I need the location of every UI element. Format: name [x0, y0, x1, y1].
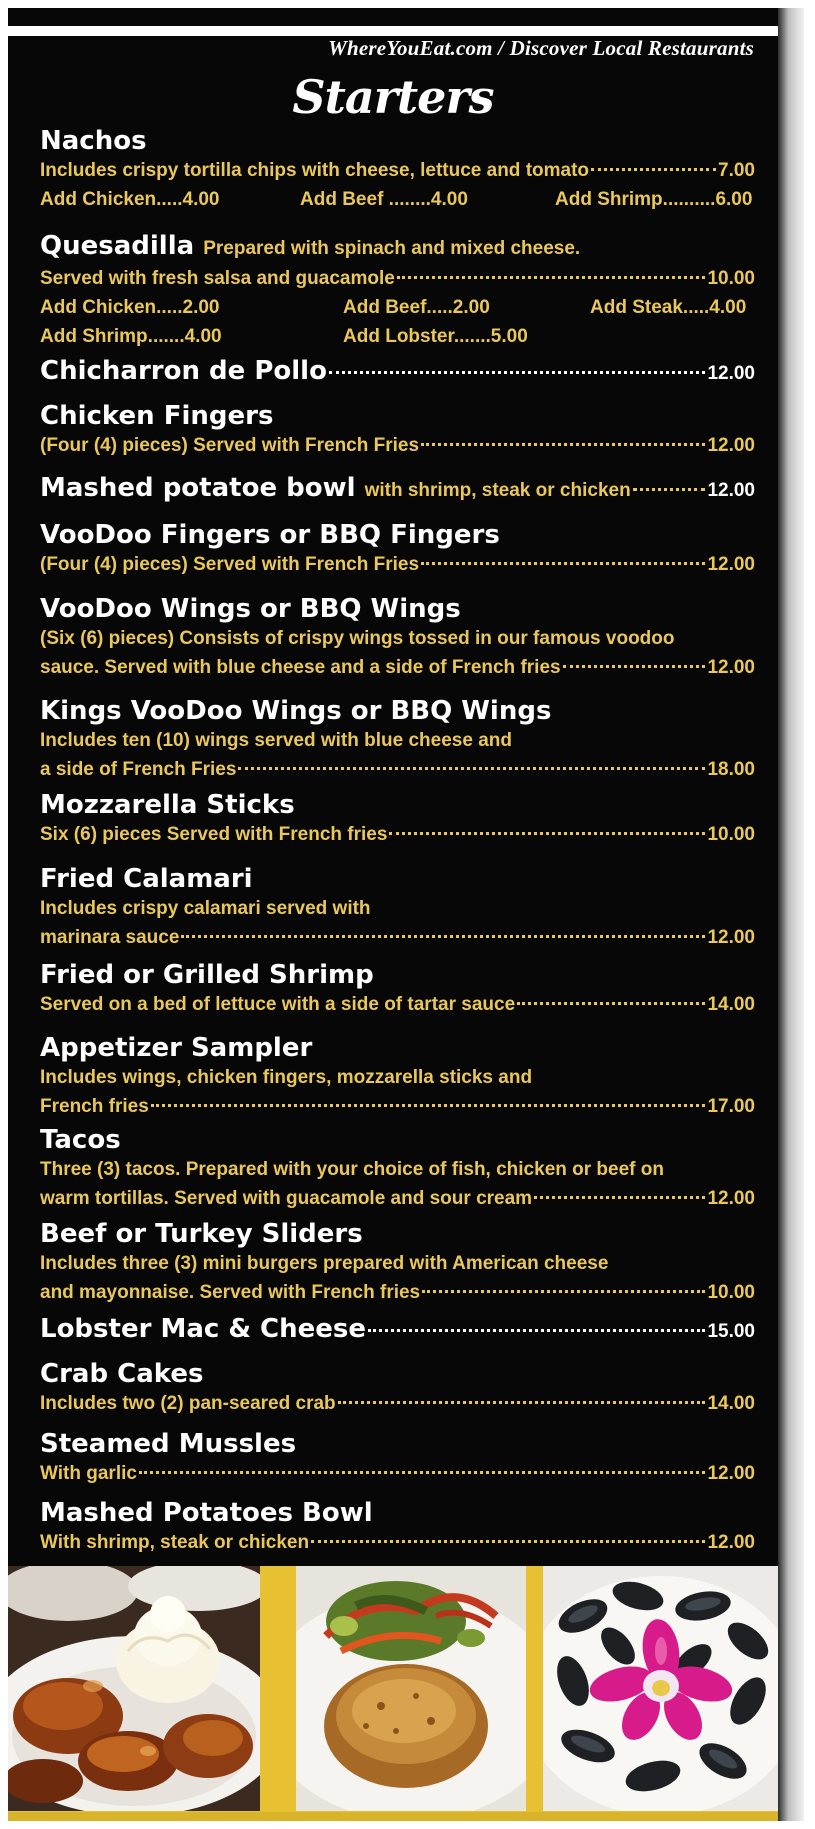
menu-item-chicken-fingers — [40, 401, 755, 460]
item-name: Appetizer Sampler — [40, 1033, 313, 1063]
item-desc: sauce. Served with blue cheese and a side of French fries — [40, 657, 561, 678]
addon-row — [40, 185, 755, 214]
item-desc-line — [40, 156, 755, 185]
item-desc-line — [40, 1528, 755, 1557]
addon: Add Beef ........4.00 — [300, 189, 468, 210]
item-desc: Includes ten (10) wings served with blue cheese and — [40, 730, 512, 751]
item-desc-line — [40, 550, 755, 579]
menu-item-nachos — [40, 126, 755, 214]
item-price: 18.00 — [707, 759, 755, 780]
item-desc-line — [40, 264, 755, 293]
addon: Add Lobster.......5.00 — [343, 326, 528, 347]
item-price: 12.00 — [707, 554, 755, 575]
item-desc: Three (3) tacos. Prepared with your choice of fish, chicken or beef on — [40, 1159, 664, 1180]
item-price: 12.00 — [707, 927, 755, 948]
menu-item-chicharron — [40, 356, 755, 389]
item-desc-line — [40, 820, 755, 849]
menu-page — [8, 8, 778, 1821]
item-name: Chicken Fingers — [40, 401, 274, 431]
item-desc: a side of French Fries — [40, 759, 237, 780]
menu-item-fried-shrimp — [40, 960, 755, 1019]
item-inline-desc: Prepared with spinach and mixed cheese. — [203, 238, 581, 259]
item-desc-line — [40, 1184, 755, 1213]
page-edge-shadow — [778, 8, 804, 1821]
item-name: Fried Calamari — [40, 864, 253, 894]
item-name: Nachos — [40, 126, 147, 156]
item-desc: Six (6) pieces Served with French fries — [40, 824, 388, 845]
menu-item-sliders — [40, 1219, 755, 1307]
item-price: 12.00 — [707, 363, 755, 384]
steamed-mussels-photo — [543, 1566, 778, 1811]
item-name: VooDoo Wings or BBQ Wings — [40, 594, 461, 624]
item-price: 14.00 — [707, 1393, 755, 1414]
item-desc-line — [40, 990, 755, 1019]
menu-item-voodoo-fingers — [40, 520, 755, 579]
item-desc: With shrimp, steak or chicken — [40, 1532, 310, 1553]
item-name: Chicharron de Pollo — [40, 356, 327, 386]
menu-item-tacos — [40, 1125, 755, 1213]
item-desc-line — [40, 923, 755, 952]
addon: Add Chicken.....2.00 — [40, 297, 220, 318]
addon: Add Shrimp..........6.00 — [555, 189, 753, 210]
item-desc: Includes wings, chicken fingers, mozzarella sticks and — [40, 1067, 533, 1088]
item-desc: French fries — [40, 1096, 149, 1117]
item-desc-line — [40, 1278, 755, 1307]
menu-item-lobster-mac — [40, 1314, 755, 1347]
item-name: Quesadilla — [40, 231, 195, 261]
item-price: 12.00 — [707, 1188, 755, 1209]
item-desc: Includes three (3) mini burgers prepared with American cheese — [40, 1253, 609, 1274]
item-desc: Served on a bed of lettuce with a side of tartar sauce — [40, 994, 516, 1015]
item-desc: warm tortillas. Served with guacamole and sour cream — [40, 1188, 533, 1209]
item-name: Mashed potatoe bowl — [40, 473, 356, 503]
item-name: VooDoo Fingers or BBQ Fingers — [40, 520, 500, 550]
menu-item-kings-voodoo-wings — [40, 696, 755, 784]
menu-item-crab-cakes — [40, 1359, 755, 1418]
item-name: Kings VooDoo Wings or BBQ Wings — [40, 696, 552, 726]
item-desc: Served with fresh salsa and guacamole — [40, 268, 395, 289]
wings-mashed-potato-photo — [8, 1566, 260, 1811]
item-price: 10.00 — [707, 824, 755, 845]
item-desc-line — [40, 755, 755, 784]
item-desc: With garlic — [40, 1463, 137, 1484]
addon: Add Chicken.....4.00 — [40, 189, 220, 210]
item-desc-line — [40, 1092, 755, 1121]
item-name: Mashed Potatoes Bowl — [40, 1498, 373, 1528]
item-name: Lobster Mac & Cheese — [40, 1314, 367, 1344]
addon-row — [40, 293, 755, 322]
item-inline-desc: with shrimp, steak or chicken — [364, 480, 631, 501]
item-name: Tacos — [40, 1125, 121, 1155]
menu-item-voodoo-wings — [40, 594, 755, 682]
item-desc-line — [40, 1389, 755, 1418]
item-price: 7.00 — [718, 160, 755, 181]
item-desc: marinara sauce — [40, 927, 180, 948]
menu-item-appetizer-sampler — [40, 1033, 755, 1121]
item-price: 12.00 — [707, 480, 755, 501]
item-desc: Includes two (2) pan-seared crab — [40, 1393, 336, 1414]
menu-item-mashed-potatoes-bowl — [40, 1498, 755, 1557]
item-price: 12.00 — [707, 435, 755, 456]
section-title: Starters — [292, 70, 494, 124]
item-price: 12.00 — [707, 1532, 755, 1553]
item-price: 12.00 — [707, 1463, 755, 1484]
food-photo-strip — [8, 1566, 778, 1821]
item-desc: (Four (4) pieces) Served with French Fries — [40, 554, 420, 575]
menu-item-fried-calamari — [40, 864, 755, 952]
addon-row — [40, 322, 755, 351]
item-price: 15.00 — [707, 1321, 755, 1342]
item-desc: Includes crispy calamari served with — [40, 898, 371, 919]
item-desc: and mayonnaise. Served with French fries — [40, 1282, 421, 1303]
menu-item-steamed-mussles — [40, 1429, 755, 1488]
item-desc: Includes crispy tortilla chips with cheese, lettuce and tomato — [40, 160, 590, 181]
item-price: 17.00 — [707, 1096, 755, 1117]
crab-cake-salad-photo — [296, 1566, 526, 1811]
top-strip — [8, 26, 778, 36]
addon: Add Shrimp.......4.00 — [40, 326, 222, 347]
item-name: Fried or Grilled Shrimp — [40, 960, 374, 990]
item-price: 10.00 — [707, 268, 755, 289]
item-desc: (Six (6) pieces) Consists of crispy wings tossed in our famous voodoo — [40, 628, 675, 649]
item-name: Crab Cakes — [40, 1359, 204, 1389]
item-price: 14.00 — [707, 994, 755, 1015]
addon: Add Beef.....2.00 — [343, 297, 490, 318]
menu-item-mozzarella-sticks — [40, 790, 755, 849]
item-name: Steamed Mussles — [40, 1429, 297, 1459]
watermark: WhereYouEat.com / Discover Local Restaurants — [328, 36, 754, 60]
item-desc: (Four (4) pieces) Served with French Fries — [40, 435, 420, 456]
item-name: Mozzarella Sticks — [40, 790, 295, 820]
item-desc-line — [40, 431, 755, 460]
menu-item-quesadilla — [40, 231, 755, 351]
item-price: 12.00 — [707, 657, 755, 678]
bottom-accent-bar — [8, 1812, 778, 1821]
addon: Add Steak.....4.00 — [590, 297, 747, 318]
item-name: Beef or Turkey Sliders — [40, 1219, 363, 1249]
menu-item-mashed-potatoe-bowl — [40, 473, 755, 506]
item-price: 10.00 — [707, 1282, 755, 1303]
item-desc-line — [40, 1459, 755, 1488]
item-desc-line — [40, 653, 755, 682]
